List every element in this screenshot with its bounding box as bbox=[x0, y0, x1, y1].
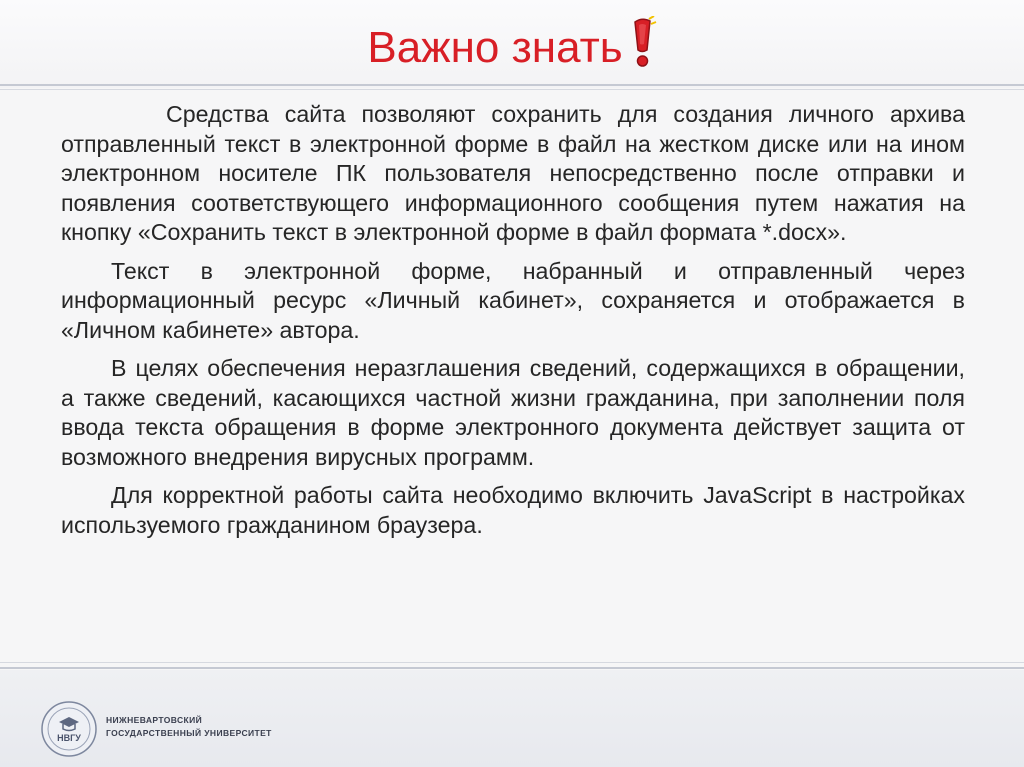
slide-title-row bbox=[0, 22, 1024, 74]
paragraph: Текст в электронной форме, набранный и отправленный через информационный ресурс «Личный кабинет», сохраняется и отображается в «Личном кабинете» автора. bbox=[61, 257, 965, 343]
paragraph: Средства сайта позволяют сохранить для создания личного архива отправленный текст в электронной форме в файл на жестком диске или на ином электронном носителе ПК пользователя непосредственно после отправки и появления соответствующего информационного сообщения путем нажатия на кнопку «Сохранить текст в электронной форме в файл формата *.docx». bbox=[61, 101, 965, 245]
header-divider-thin bbox=[0, 89, 1024, 90]
footer-divider bbox=[0, 667, 1024, 669]
paragraph: В целях обеспечения неразглашения сведений, содержащихся в обращении, а также сведений, касающихся частной жизни гражданина, при заполнении поля ввода текста обращения в форме электронного документа действует защита от возможного внедрения вирусных программ. bbox=[61, 355, 965, 470]
footer-divider-thin bbox=[0, 662, 1024, 663]
university-line1: НИЖНЕВАРТОВСКИЙ bbox=[106, 715, 203, 725]
university-line2: ГОСУДАРСТВЕННЫЙ УНИВЕРСИТЕТ bbox=[106, 728, 272, 738]
university-name bbox=[106, 714, 272, 740]
logo-text: НВГУ bbox=[57, 733, 81, 743]
slide-title: Важно знать bbox=[367, 23, 623, 72]
header-divider bbox=[0, 84, 1024, 86]
nvgu-logo-icon bbox=[40, 700, 98, 758]
slide-body bbox=[61, 100, 965, 549]
exclamation-icon bbox=[627, 16, 657, 72]
paragraph: Для корректной работы сайта необходимо включить JavaScript в настройках используемого гражданином браузера. bbox=[61, 482, 965, 538]
